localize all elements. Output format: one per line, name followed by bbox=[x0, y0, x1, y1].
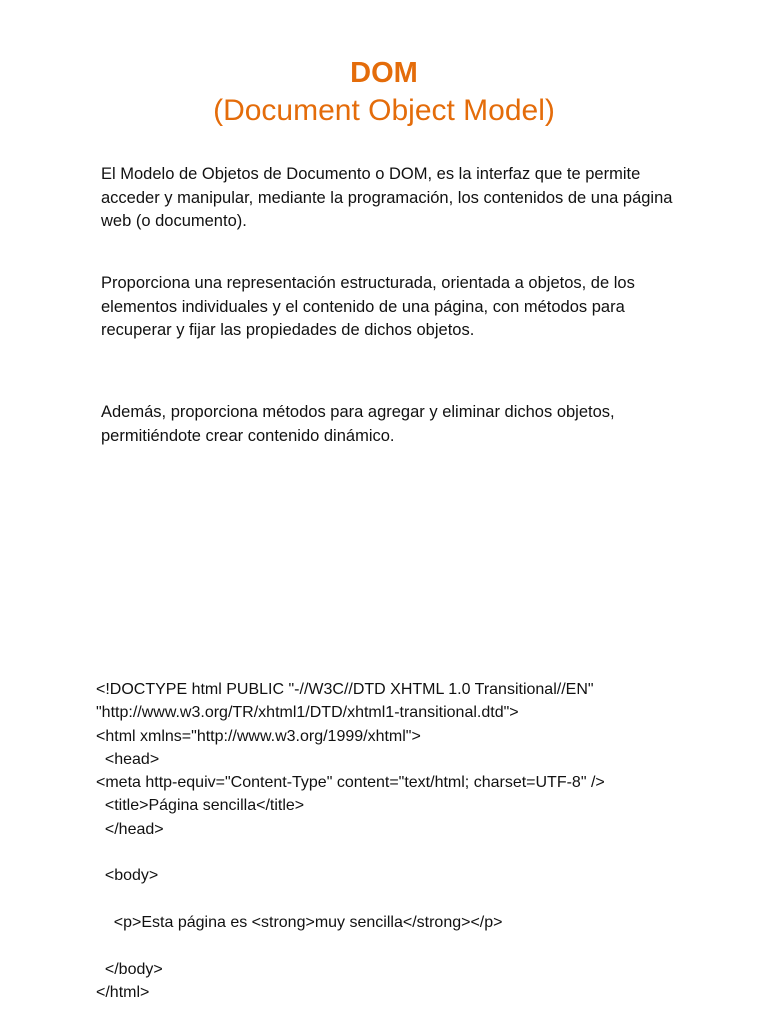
code-line: <title>Página sencilla</title> bbox=[96, 797, 305, 815]
code-line: <head> bbox=[96, 750, 160, 768]
code-line: </head> bbox=[96, 820, 164, 838]
code-line bbox=[96, 934, 746, 957]
code-line: <html xmlns="http://www.w3.org/1999/xhtml"> bbox=[96, 727, 421, 745]
code-line bbox=[96, 888, 746, 911]
code-line: <p>Esta página es <strong>muy sencilla</strong></p> bbox=[96, 913, 503, 931]
code-line: <body> bbox=[96, 867, 159, 885]
code-line: </html> bbox=[96, 983, 150, 1001]
code-line: <!DOCTYPE html PUBLIC "-//W3C//DTD XHTML 1.0 Transitional//EN" bbox=[96, 681, 594, 698]
title-subtitle: (Document Object Model) bbox=[213, 94, 555, 127]
code-line bbox=[96, 841, 746, 864]
code-line: </body> bbox=[96, 960, 163, 978]
html-code-example bbox=[96, 678, 746, 1004]
paragraph-dynamic-content: Además, proporciona métodos para agregar y eliminar dichos objetos, permitiéndote crear contenido dinámico. bbox=[101, 403, 615, 445]
paragraph-structured-representation: Proporciona una representación estructurada, orientada a objetos, de los elementos individuales y el contenido de una página, con métodos para recuperar y fijar las propiedades de dichos objetos. bbox=[101, 274, 635, 339]
code-line: <meta http-equiv="Content-Type" content="text/html; charset=UTF-8" /> bbox=[96, 774, 605, 792]
title-main: DOM bbox=[350, 57, 418, 89]
paragraph-dom-definition: El Modelo de Objetos de Documento o DOM, es la interfaz que te permite acceder y manipular, mediante la programación, los contenidos de una página web (o documento). bbox=[101, 165, 673, 230]
page-title bbox=[0, 55, 768, 129]
code-line: "http://www.w3.org/TR/xhtml1/DTD/xhtml1-transitional.dtd"> bbox=[96, 704, 519, 722]
